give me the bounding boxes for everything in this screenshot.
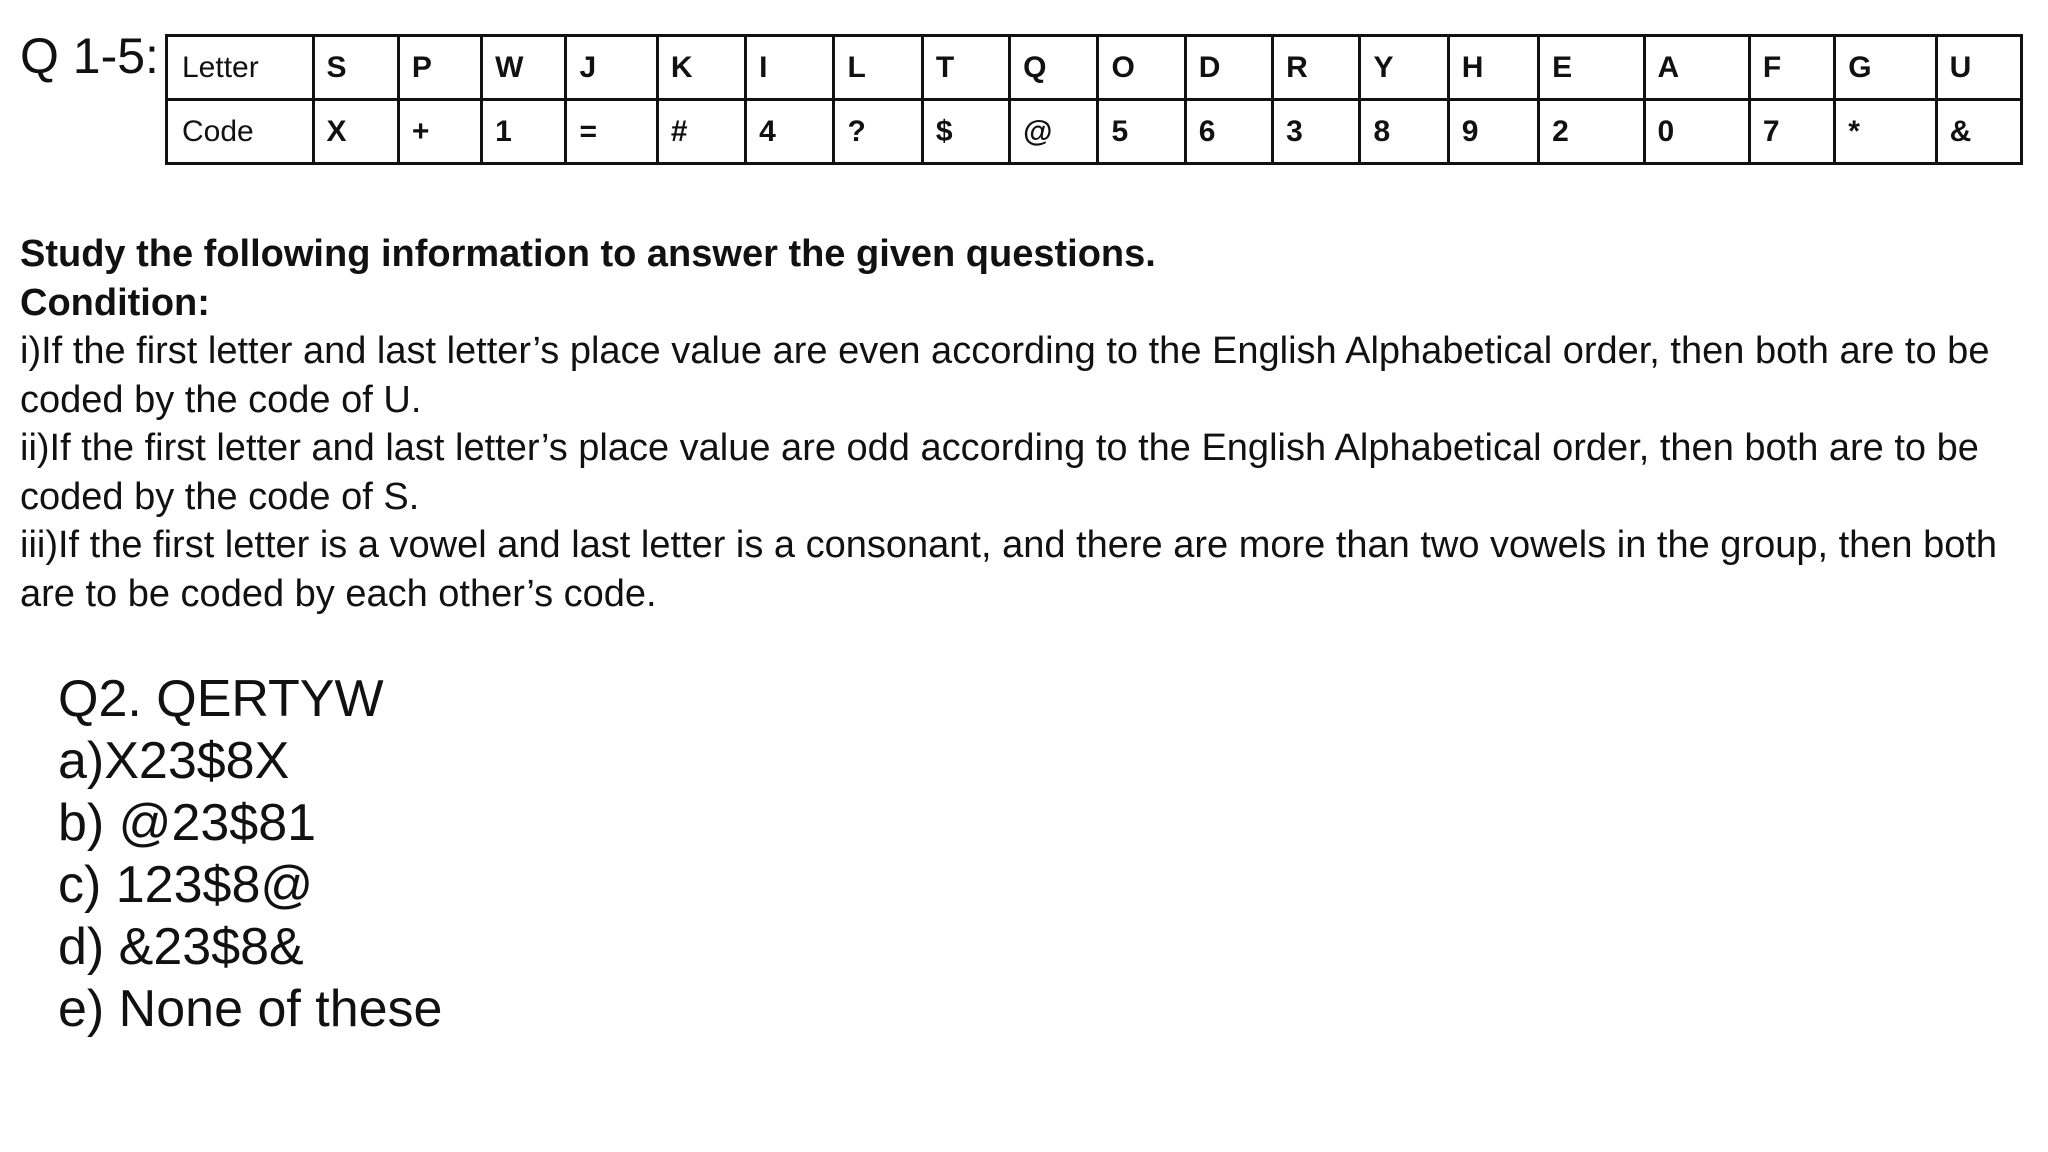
letter-cell: H <box>1448 36 1538 100</box>
condition-1: i)If the first letter and last letter’s place value are even according to the English Alphabetical order, then both are to be coded by the code of U. <box>20 330 1990 421</box>
code-cell: @ <box>1010 100 1098 164</box>
condition-label: Condition: <box>20 281 210 324</box>
letter-cell: J <box>566 36 657 100</box>
letter-cell: Q <box>1010 36 1098 100</box>
question-block <box>58 668 442 1040</box>
letter-cell: L <box>834 36 922 100</box>
letter-cell: F <box>1749 36 1834 100</box>
condition-2: ii)If the first letter and last letter’s place value are odd according to the English Alphabetical order, then both are to be coded by the code of S. <box>20 427 1979 518</box>
section-label: Q 1-5: <box>20 28 159 84</box>
instructions-heading: Study the following information to answer the given questions. <box>20 233 1156 275</box>
condition-3: iii)If the first letter is a vowel and last letter is a consonant, and there are more than two vowels in the group, then both are to be coded by each other’s code. <box>20 524 1998 615</box>
letter-cell: K <box>657 36 745 100</box>
code-cell: 4 <box>746 100 834 164</box>
code-cell: 1 <box>482 100 566 164</box>
letter-cell: D <box>1185 36 1272 100</box>
option-b: b) @23$81 <box>58 794 317 852</box>
letter-cell: G <box>1835 36 1936 100</box>
code-row-header: Code <box>167 100 314 164</box>
letter-cell: U <box>1936 36 2021 100</box>
option-a: a)X23$8X <box>58 732 290 790</box>
letter-cell: P <box>398 36 481 100</box>
code-cell: 7 <box>1749 100 1834 164</box>
instructions <box>20 230 2010 618</box>
letter-code-table <box>165 34 2023 165</box>
letter-cell: O <box>1098 36 1185 100</box>
code-cell: 0 <box>1644 100 1749 164</box>
code-cell: 3 <box>1273 100 1360 164</box>
code-row <box>167 100 2022 164</box>
code-cell: # <box>657 100 745 164</box>
code-cell: ? <box>834 100 922 164</box>
option-d: d) &23$8& <box>58 918 304 976</box>
question-title: Q2. QERTYW <box>58 670 384 728</box>
code-cell: 8 <box>1360 100 1448 164</box>
code-cell: & <box>1936 100 2021 164</box>
code-cell: 5 <box>1098 100 1185 164</box>
code-cell: 9 <box>1448 100 1538 164</box>
letter-cell: R <box>1273 36 1360 100</box>
code-cell: = <box>566 100 657 164</box>
letter-cell: T <box>922 36 1009 100</box>
option-c: c) 123$8@ <box>58 856 314 914</box>
code-cell: * <box>1835 100 1936 164</box>
letter-cell: I <box>746 36 834 100</box>
letter-cell: Y <box>1360 36 1448 100</box>
letter-cell: E <box>1539 36 1644 100</box>
code-cell: 2 <box>1539 100 1644 164</box>
letter-row <box>167 36 2022 100</box>
letter-cell: S <box>313 36 398 100</box>
letter-row-header: Letter <box>167 36 314 100</box>
letter-cell: A <box>1644 36 1749 100</box>
letter-cell: W <box>482 36 566 100</box>
code-cell: + <box>398 100 481 164</box>
code-cell: 6 <box>1185 100 1272 164</box>
code-cell: X <box>313 100 398 164</box>
option-e: e) None of these <box>58 980 443 1038</box>
code-cell: $ <box>922 100 1009 164</box>
